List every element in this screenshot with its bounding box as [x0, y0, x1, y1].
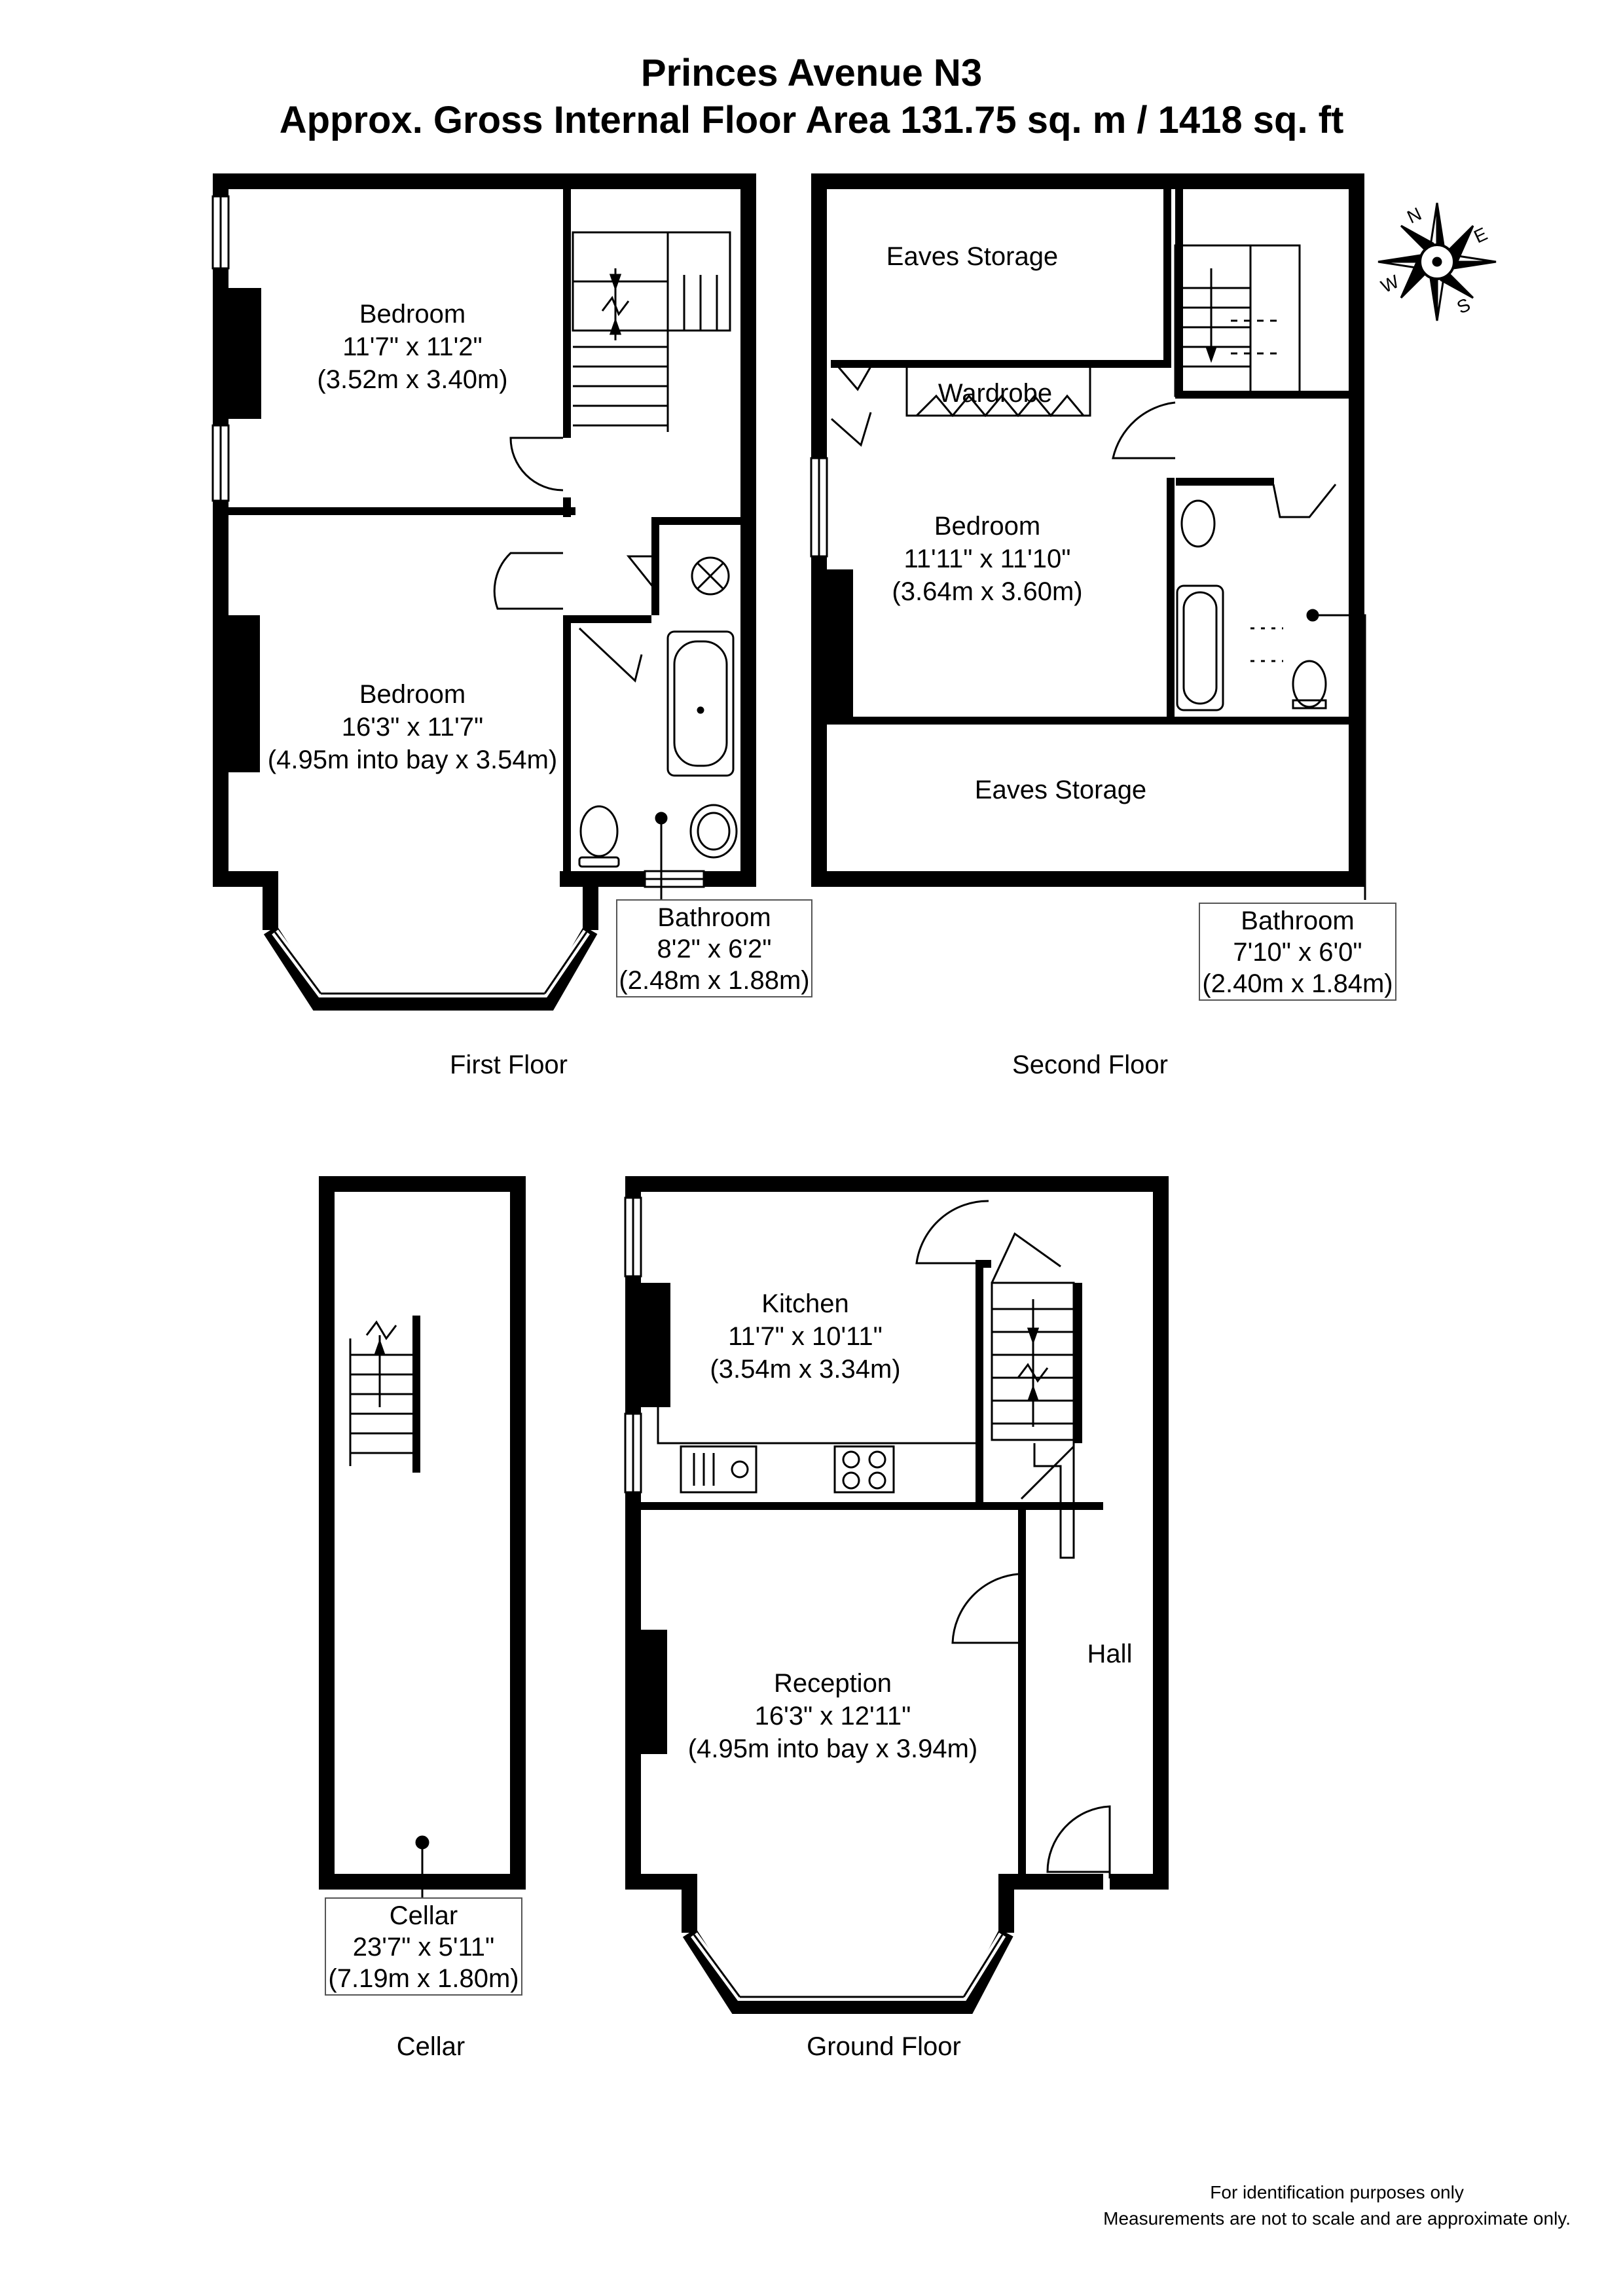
first-bedroom2-label: Bedroom	[359, 680, 466, 709]
second-bathroom-metric: (2.40m x 1.84m)	[1202, 969, 1393, 998]
first-bedroom1-label: Bedroom	[359, 300, 466, 329]
property-name: Princes Avenue N3	[640, 52, 983, 94]
ground-reception-metric: (4.95m into bay x 3.94m)	[687, 1734, 978, 1763]
ground-kitchen-label: Kitchen	[761, 1289, 849, 1318]
cellar-caption: Cellar	[396, 2032, 465, 2061]
second-bedroom-imperial: 11'11" x 11'10"	[903, 545, 1071, 573]
first-bathroom-imperial: 8'2" x 6'2"	[657, 935, 772, 963]
ground-reception-label: Reception	[773, 1669, 892, 1698]
second-wardrobe-label: Wardrobe	[938, 379, 1053, 408]
disclaimer	[1103, 2179, 1571, 2232]
compass-west-letter: W	[1377, 271, 1402, 297]
cellar-plan	[319, 1176, 526, 1898]
second-eaves-top-label: Eaves Storage	[886, 242, 1059, 271]
compass-north-letter: N	[1404, 203, 1425, 228]
cellar-imperial: 23'7" x 5'11"	[352, 1933, 495, 1962]
disclaimer-line2: Measurements are not to scale and are approximate only.	[1103, 2208, 1571, 2229]
second-bedroom-label: Bedroom	[934, 512, 1041, 541]
first-floor-caption: First Floor	[450, 1050, 568, 1079]
second-bedroom-metric: (3.64m x 3.60m)	[892, 577, 1083, 606]
ground-reception-imperial: 16'3" x 12'11"	[754, 1702, 911, 1731]
compass-south-letter: S	[1453, 294, 1474, 318]
ground-kitchen-metric: (3.54m x 3.34m)	[710, 1355, 901, 1384]
first-bedroom2-imperial: 16'3" x 11'7"	[341, 713, 484, 742]
first-bedroom1-metric: (3.52m x 3.40m)	[317, 365, 508, 394]
second-floor-caption: Second Floor	[1012, 1050, 1168, 1079]
ground-hall-label: Hall	[1087, 1640, 1133, 1668]
cellar-label: Cellar	[389, 1901, 458, 1930]
floor-area: Approx. Gross Internal Floor Area 131.75 sq. m / 1418 sq. ft	[279, 99, 1344, 141]
first-bedroom2-metric: (4.95m into bay x 3.54m)	[267, 745, 558, 774]
disclaimer-line1: For identification purposes only	[1210, 2182, 1464, 2202]
compass-icon	[1377, 203, 1496, 321]
ground-floor-caption: Ground Floor	[807, 2032, 961, 2061]
ground-kitchen-imperial: 11'7" x 10'11"	[728, 1322, 883, 1351]
first-bathroom-label: Bathroom	[657, 903, 771, 932]
first-floor-plan	[213, 173, 756, 1003]
ground-floor-plan	[625, 1176, 1169, 2006]
first-bedroom1-imperial: 11'7" x 11'2"	[342, 332, 483, 361]
second-bathroom-imperial: 7'10" x 6'0"	[1233, 938, 1362, 967]
cellar-metric: (7.19m x 1.80m)	[328, 1964, 519, 1993]
first-bathroom-metric: (2.48m x 1.88m)	[619, 966, 810, 995]
second-eaves-bottom-label: Eaves Storage	[974, 776, 1147, 804]
compass-east-letter: E	[1470, 223, 1491, 247]
second-bathroom-label: Bathroom	[1241, 906, 1355, 935]
